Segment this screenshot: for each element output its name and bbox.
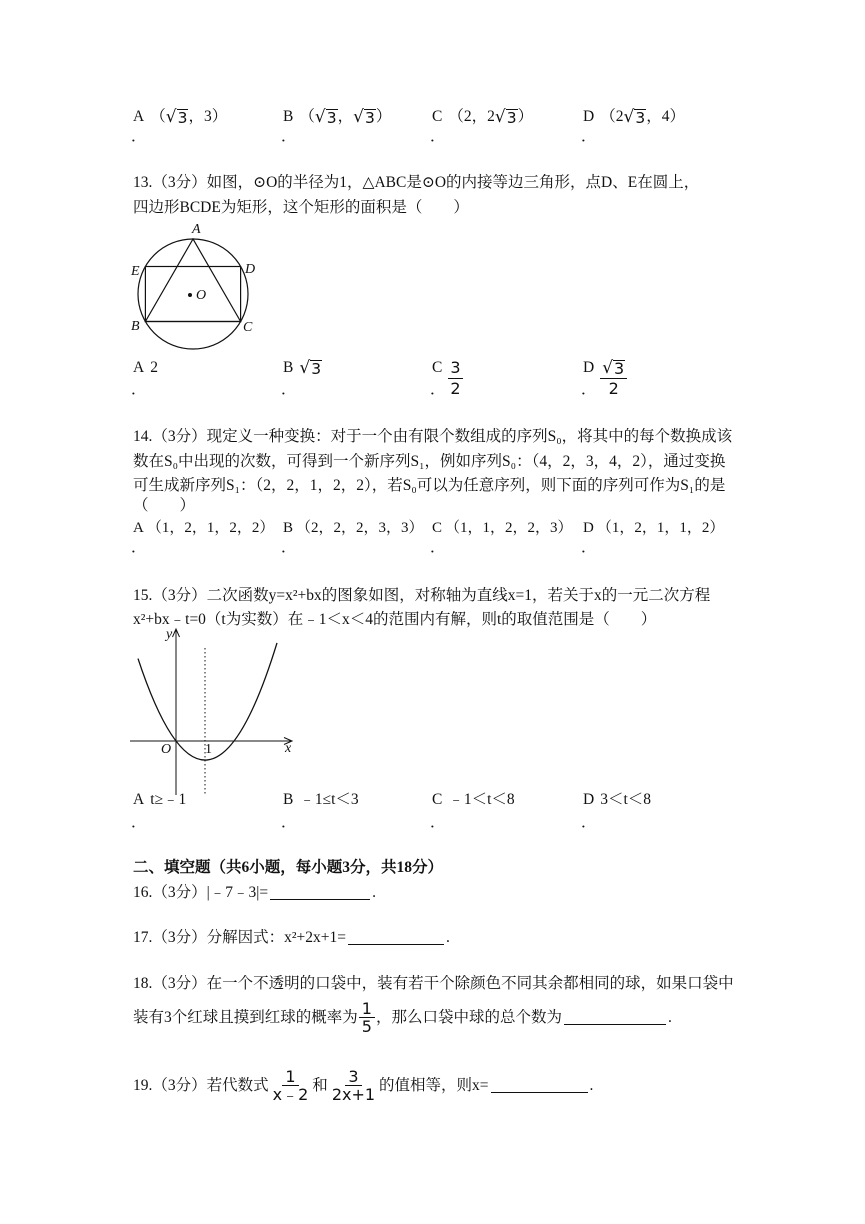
option-dot: ． [430,128,446,145]
option-value: t≥﹣1 [150,791,187,808]
center-point [188,293,192,297]
option-text: ，3） [188,108,228,125]
q19-end: . [589,1076,594,1094]
section-title: 二、填空题（共6小题，每小题3分，共18分） [133,859,444,876]
q14-stem-line-1: 14.（3分）现定义一种变换：对于一个由有限个数组成的序列S₀，将其中的每个数换成该 [133,428,733,445]
option-dot: ． [581,539,597,556]
option-dot: ． [581,814,597,831]
q14-option-a [133,518,274,538]
radical-sign: √ [165,107,177,127]
q18-text-post: ，那么口袋中球的总个数为 [375,1008,562,1026]
option-dot: ． [281,128,297,145]
fraction-denominator: 2 [608,379,619,398]
fraction-denominator: 2x+1 [331,1085,376,1104]
label-c: C [243,320,253,335]
option-letter: B [283,520,294,536]
rectangle-bcde [145,267,240,322]
option-value: （2，2，2，3，3） [296,520,424,536]
fraction [270,1068,312,1103]
option-letter: C [432,520,443,536]
q13-stem-line-2: 四边形BCDE为矩形，这个矩形的面积是（ ） [133,199,469,216]
origin-label: O [161,742,172,757]
q15-stem-line-2: x²+bx﹣t=0（t为实数）在﹣1＜x＜4的范围内有解，则t的取值范围是（ ） [133,611,657,628]
option-value: 3＜t＜8 [600,791,652,808]
answer-blank [270,886,370,900]
option-text: （ [150,108,166,125]
q15-stem-line-1: 15.（3分）二次函数y=x²+bx的图象如图，对称轴为直线x=1，若关于x的一元二次方程 [133,587,711,604]
option-letter: A [133,359,145,376]
sqrt-expression [166,107,189,127]
option-dot: ． [281,814,297,831]
sqrt-expression [623,107,646,127]
q15-option-b [283,790,359,810]
q17-end: . [446,929,450,946]
label-d: D [245,262,256,277]
q16-end: . [372,884,376,901]
q14-stem-line-3: 可生成新序列S₁：（2，2，1，2，2），若S₀可以为任意序列，则下面的序列可作为S₁的是 [133,477,726,494]
parabola-graph [120,622,300,800]
option-letter: B [283,108,294,125]
radical-sign: √ [623,107,635,127]
option-letter: C [432,108,443,125]
option-value: ﹣1≤t＜3 [299,791,359,808]
option-text: ，4） [646,108,685,125]
option-text: （ [299,108,315,125]
radicand: 3 [311,360,322,378]
q13-option-a [133,358,158,378]
label-a: A [192,222,201,237]
radical-sign: √ [353,107,364,127]
q13-option-b [283,358,322,378]
option-letter: C [432,791,443,808]
q19-text-mid: 和 [312,1076,328,1094]
option-text: ， [337,108,354,125]
option-letter: D [583,108,595,125]
option-letter: B [283,359,294,376]
triangle-abc [145,239,240,322]
radicand: 3 [506,109,517,127]
q14-option-b [283,518,424,538]
option-dot: ． [131,128,147,145]
q19-text-pre: 19.（3分）若代数式 [133,1076,269,1094]
fraction-numerator: 3 [345,1068,361,1086]
option-letter: D [583,791,595,808]
circle-figure [120,218,265,358]
sqrt-expression [315,107,338,127]
fraction [359,1000,375,1035]
fraction-numerator [600,358,627,379]
radicand: 3 [177,109,188,127]
q19-text-post: 的值相等，则x= [379,1076,489,1094]
q14-stem-line-2: 数在S₀中出现的次数，可得到一个新序列S₁，例如序列S₀：（4，2，3，4，2），通过变换 [133,453,726,470]
q15-option-c [432,790,515,810]
option-letter: A [133,791,145,808]
radical-sign: √ [494,107,506,127]
answer-blank [491,1079,588,1093]
q12-option-a [133,107,227,127]
fraction-numerator: 3 [450,358,461,377]
option-dot: ． [281,381,297,398]
radicand: 3 [326,109,337,127]
option-value: （1，2，1，2，2） [146,520,275,536]
fraction-denominator: x﹣2 [272,1085,309,1104]
sqrt-expression [602,358,625,378]
fraction-denominator: 5 [361,1017,372,1036]
q18-stem-line-1: 18.（3分）在一个不透明的口袋中，装有若干个除颜色不同其余都相同的球，如果口袋中 [133,975,734,992]
fraction-numerator: 1 [359,1000,375,1018]
radical-sign: √ [602,358,614,378]
option-value: （1，2，1，1，2） [596,520,725,536]
option-dot: ． [131,814,147,831]
q14-stem-line-4: （ ） [133,497,196,514]
option-dot: ． [430,814,446,831]
option-dot: ． [581,381,597,398]
q13-stem-line-1: 13.（3分）如图，⊙O的半径为1，△ABC是⊙O的内接等边三角形，点D、E在圆上， [133,174,700,191]
answer-blank [348,931,444,945]
q17 [133,928,450,948]
option-dot: ． [131,539,147,556]
fraction-numerator: 1 [282,1068,298,1086]
q17-text: 17.（3分）分解因式：x²+2x+1= [133,929,346,946]
label-b: B [131,319,140,334]
option-letter: A [133,108,145,125]
option-value: （1，1，2，2，3） [445,520,573,536]
option-dot: ． [131,381,147,398]
radicand: 3 [635,109,646,127]
q16 [133,883,376,903]
option-value: ﹣1＜t＜8 [448,791,515,808]
radicand: 3 [364,109,375,127]
q18-end: . [667,1008,672,1026]
q15-option-a [133,790,186,810]
option-text: ） [375,108,392,125]
sqrt-expression [495,107,518,127]
option-letter: B [283,791,294,808]
q19 [133,1068,593,1103]
q16-text: 16.（3分）|﹣7﹣3|= [133,884,269,901]
sqrt-expression [299,358,322,378]
option-value: 2 [150,359,158,376]
q18-text-pre: 装有3个红球且摸到红球的概率为 [133,1008,358,1026]
option-text: ） [517,108,534,125]
option-letter: C [432,359,443,376]
option-dot: ． [430,381,446,398]
q18-stem-line-2 [133,1000,672,1035]
option-letter: D [583,359,595,376]
option-dot: ． [281,539,297,556]
q12-option-b [283,107,391,127]
q14-option-d [583,518,724,538]
y-axis-label: y [166,627,173,642]
label-o: O [196,288,207,303]
radicand: 3 [614,359,625,378]
fraction [329,1068,378,1103]
fraction-denominator: 2 [450,379,461,398]
option-text: （2 [600,108,624,125]
circle-o [138,239,248,349]
sqrt-expression [353,107,376,127]
q12-option-c [432,107,533,127]
q12-option-d [583,107,685,127]
radical-sign: √ [314,107,326,127]
q14-option-c [432,518,573,538]
label-e: E [131,264,140,279]
option-letter: A [133,520,144,536]
q15-option-d [583,790,651,810]
option-text: （2，2 [448,108,495,125]
option-letter: D [583,520,594,536]
radical-sign: √ [299,358,311,378]
option-dot: ． [430,539,446,556]
fraction [600,358,627,399]
x-axis-label: x [285,741,292,756]
option-dot: ． [581,128,597,145]
fraction [448,358,462,399]
answer-blank [564,1011,666,1025]
tick-label-1: 1 [205,742,212,757]
